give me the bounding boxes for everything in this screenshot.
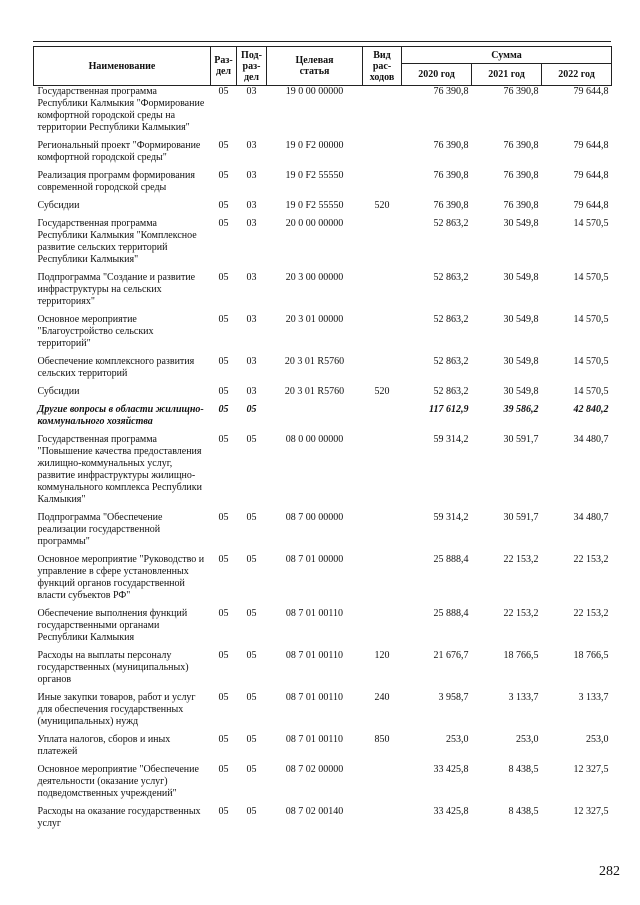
cell-sum-2021: 30 591,7 <box>503 434 539 445</box>
cell-sum-2021: 30 549,8 <box>503 314 539 325</box>
cell-sum-2022: 14 570,5 <box>573 356 609 367</box>
table-row <box>34 806 612 836</box>
table-row <box>34 512 612 554</box>
cell-name: Расходы на выплаты персоналу государственных (муниципальных) органов <box>37 650 189 685</box>
cell-vid <box>363 806 402 836</box>
cell-podrazdel: 05 <box>246 650 257 661</box>
cell-name: Основное мероприятие "Руководство и управление в сфере установленных функций органов государственной власти субъектов РФ" <box>37 554 205 601</box>
cell-sum-2021: 22 153,2 <box>503 608 539 619</box>
cell-sum-2020: 76 390,8 <box>433 170 469 181</box>
cell-vid: 240 <box>374 692 390 703</box>
cell-sum-2022: 79 644,8 <box>573 200 609 211</box>
cell-target: 19 0 F2 55550 <box>285 170 344 181</box>
header-year-2021: 2021 год <box>472 64 542 86</box>
cell-sum-2020: 76 390,8 <box>433 140 469 151</box>
cell-name: Другие вопросы в области жилищно-коммунального хозяйства <box>37 404 204 427</box>
cell-name: Государственная программа Республики Калмыкия "Комплексное развитие сельских территорий Республики Калмыкия" <box>37 218 197 265</box>
cell-target: 08 0 00 00000 <box>285 434 344 445</box>
cell-sum-2020: 21 676,7 <box>433 650 469 661</box>
cell-vid <box>363 86 402 141</box>
table-row <box>34 86 612 141</box>
cell-target <box>267 404 363 434</box>
cell-sum-2020: 59 314,2 <box>433 512 469 523</box>
cell-name: Основное мероприятие "Обеспечение деятельности (оказание услуг) подведомственных учреждений" <box>37 764 199 799</box>
cell-podrazdel: 03 <box>246 170 257 181</box>
cell-name: Обеспечение выполнения функций государственными органами Республики Калмыкия <box>37 608 188 643</box>
cell-target: 08 7 02 00140 <box>285 806 344 817</box>
cell-sum-2022: 18 766,5 <box>573 650 609 661</box>
cell-podrazdel: 05 <box>246 806 257 817</box>
cell-razdel: 05 <box>218 272 229 283</box>
cell-sum-2021: 3 133,7 <box>508 692 539 703</box>
cell-razdel: 05 <box>218 404 229 415</box>
cell-name: Основное мероприятие "Благоустройство сельских территорий" <box>37 314 154 349</box>
table-row <box>34 608 612 650</box>
cell-vid <box>363 608 402 650</box>
cell-sum-2022: 14 570,5 <box>573 218 609 229</box>
cell-sum-2021: 76 390,8 <box>503 200 539 211</box>
table-row <box>34 200 612 218</box>
cell-razdel: 05 <box>218 734 229 745</box>
cell-razdel: 05 <box>218 512 229 523</box>
cell-sum-2021: 30 549,8 <box>503 356 539 367</box>
cell-name: Государственная программа "Повышение качества предоставления жилищно-коммунальных услуг, развитие инфраструктуры жилищно-коммунального комплекса Республики Калмыкия" <box>37 434 202 505</box>
cell-sum-2021: 76 390,8 <box>503 170 539 181</box>
cell-sum-2020: 3 958,7 <box>438 692 469 703</box>
cell-sum-2022: 79 644,8 <box>573 86 609 97</box>
cell-sum-2022: 34 480,7 <box>573 512 609 523</box>
cell-sum-2020: 33 425,8 <box>433 764 469 775</box>
table-row <box>34 140 612 170</box>
page-number: 282 <box>599 864 620 879</box>
cell-target: 08 7 01 00110 <box>285 650 344 661</box>
cell-razdel: 05 <box>218 434 229 445</box>
cell-sum-2021: 76 390,8 <box>503 140 539 151</box>
cell-razdel: 05 <box>218 314 229 325</box>
cell-sum-2020: 52 863,2 <box>433 356 469 367</box>
cell-vid <box>363 434 402 512</box>
header-year-2020: 2020 год <box>402 64 472 86</box>
cell-sum-2022: 14 570,5 <box>573 386 609 397</box>
header-vid <box>363 47 402 86</box>
header-razdel <box>211 47 237 86</box>
table-row <box>34 314 612 356</box>
cell-name: Обеспечение комплексного развития сельских территорий <box>37 356 195 379</box>
cell-sum-2020: 253,0 <box>446 734 469 745</box>
cell-sum-2022: 12 327,5 <box>573 764 609 775</box>
cell-sum-2022: 79 644,8 <box>573 140 609 151</box>
cell-target: 19 0 F2 00000 <box>285 140 344 151</box>
cell-podrazdel: 05 <box>246 512 257 523</box>
cell-sum-2020: 25 888,4 <box>433 608 469 619</box>
cell-razdel: 05 <box>218 170 229 181</box>
cell-target: 20 3 01 R5760 <box>284 386 345 397</box>
cell-podrazdel: 05 <box>246 434 257 445</box>
cell-name: Субсидии <box>37 386 80 397</box>
cell-target: 19 0 00 00000 <box>285 86 344 97</box>
cell-sum-2020: 76 390,8 <box>433 200 469 211</box>
table-row <box>34 650 612 692</box>
cell-sum-2020: 52 863,2 <box>433 386 469 397</box>
cell-razdel: 05 <box>218 386 229 397</box>
cell-sum-2021: 76 390,8 <box>503 86 539 97</box>
cell-razdel: 05 <box>218 140 229 151</box>
cell-target: 20 3 01 00000 <box>285 314 344 325</box>
header-name: Наименование <box>34 47 211 86</box>
table-header <box>34 47 612 86</box>
cell-sum-2021: 8 438,5 <box>508 764 539 775</box>
cell-sum-2022: 14 570,5 <box>573 314 609 325</box>
table-row <box>34 386 612 404</box>
cell-sum-2020: 52 863,2 <box>433 314 469 325</box>
cell-sum-2021: 30 591,7 <box>503 512 539 523</box>
cell-razdel: 05 <box>218 650 229 661</box>
cell-sum-2022: 79 644,8 <box>573 170 609 181</box>
header-podrazdel-label: Под- раз- дел <box>241 49 262 83</box>
cell-sum-2022: 22 153,2 <box>573 608 609 619</box>
cell-razdel: 05 <box>218 692 229 703</box>
cell-target: 08 7 01 00110 <box>285 734 344 745</box>
budget-table <box>33 46 612 836</box>
cell-name: Расходы на оказание государственных услуг <box>37 806 201 829</box>
cell-razdel: 05 <box>218 86 229 97</box>
cell-sum-2021: 253,0 <box>516 734 539 745</box>
cell-razdel: 05 <box>218 554 229 565</box>
table-row <box>34 356 612 386</box>
table-row <box>34 434 612 512</box>
table-body <box>34 86 612 837</box>
cell-razdel: 05 <box>218 218 229 229</box>
table-row <box>34 272 612 314</box>
table-row <box>34 404 612 434</box>
cell-vid: 850 <box>374 734 390 745</box>
cell-sum-2021: 22 153,2 <box>503 554 539 565</box>
header-podrazdel <box>237 47 267 86</box>
budget-sheet <box>33 46 611 836</box>
cell-vid <box>363 218 402 272</box>
cell-vid <box>363 140 402 170</box>
cell-name: Реализация программ формирования современной городской среды <box>37 170 195 193</box>
cell-sum-2020: 52 863,2 <box>433 272 469 283</box>
cell-vid <box>363 554 402 608</box>
cell-sum-2021: 18 766,5 <box>503 650 539 661</box>
header-year-2022: 2022 год <box>542 64 612 86</box>
cell-podrazdel: 05 <box>246 554 257 565</box>
cell-podrazdel: 03 <box>246 314 257 325</box>
cell-podrazdel: 03 <box>246 140 257 151</box>
cell-podrazdel: 03 <box>246 218 257 229</box>
cell-target: 20 0 00 00000 <box>285 218 344 229</box>
header-target <box>267 47 363 86</box>
cell-podrazdel: 05 <box>246 734 257 745</box>
cell-target: 08 7 01 00000 <box>285 554 344 565</box>
table-row <box>34 734 612 764</box>
table-row <box>34 692 612 734</box>
cell-razdel: 05 <box>218 806 229 817</box>
cell-sum-2022: 22 153,2 <box>573 554 609 565</box>
cell-sum-2022: 42 840,2 <box>573 404 609 415</box>
header-vid-label: Вид рас- ходов <box>369 49 395 83</box>
cell-sum-2021: 30 549,8 <box>503 386 539 397</box>
cell-target: 20 3 00 00000 <box>285 272 344 283</box>
cell-sum-2022: 12 327,5 <box>573 806 609 817</box>
cell-razdel: 05 <box>218 764 229 775</box>
cell-name: Государственная программа Республики Калмыкия "Формирование комфортной городской среды на территории Республики Калмыкия" <box>37 86 205 133</box>
cell-razdel: 05 <box>218 356 229 367</box>
cell-vid <box>363 314 402 356</box>
cell-sum-2020: 76 390,8 <box>433 86 469 97</box>
cell-target: 19 0 F2 55550 <box>285 200 344 211</box>
table-row <box>34 764 612 806</box>
cell-sum-2021: 30 549,8 <box>503 272 539 283</box>
cell-sum-2020: 25 888,4 <box>433 554 469 565</box>
cell-vid <box>363 272 402 314</box>
cell-vid <box>363 170 402 200</box>
cell-podrazdel: 03 <box>246 86 257 97</box>
cell-target: 08 7 01 00110 <box>285 608 344 619</box>
cell-vid: 520 <box>374 386 390 397</box>
table-row <box>34 170 612 200</box>
cell-name: Уплата налогов, сборов и иных платежей <box>37 734 171 757</box>
cell-sum-2020: 59 314,2 <box>433 434 469 445</box>
cell-vid: 520 <box>374 200 390 211</box>
cell-sum-2020: 117 612,9 <box>429 404 469 415</box>
cell-razdel: 05 <box>218 608 229 619</box>
cell-podrazdel: 03 <box>246 272 257 283</box>
header-sum: Сумма <box>402 47 612 64</box>
cell-podrazdel: 03 <box>246 200 257 211</box>
cell-vid <box>363 356 402 386</box>
cell-name: Подпрограмма "Создание и развитие инфраструктуры на сельских территориях" <box>37 272 196 307</box>
cell-sum-2022: 14 570,5 <box>573 272 609 283</box>
cell-sum-2021: 8 438,5 <box>508 806 539 817</box>
cell-sum-2022: 3 133,7 <box>578 692 609 703</box>
cell-target: 20 3 01 R5760 <box>284 356 345 367</box>
cell-razdel: 05 <box>218 200 229 211</box>
top-rule <box>33 41 611 42</box>
cell-sum-2021: 30 549,8 <box>503 218 539 229</box>
cell-name: Подпрограмма "Обеспечение реализации государственной программы" <box>37 512 163 547</box>
cell-podrazdel: 05 <box>246 764 257 775</box>
cell-target: 08 7 01 00110 <box>285 692 344 703</box>
cell-sum-2022: 34 480,7 <box>573 434 609 445</box>
cell-podrazdel: 03 <box>246 386 257 397</box>
cell-podrazdel: 05 <box>246 404 257 415</box>
cell-name: Иные закупки товаров, работ и услуг для обеспечения государственных (муниципальных) нужд <box>37 692 196 727</box>
cell-vid: 120 <box>374 650 390 661</box>
cell-name: Региональный проект "Формирование комфортной городской среды" <box>37 140 201 163</box>
cell-vid <box>363 512 402 554</box>
cell-sum-2021: 39 586,2 <box>503 404 539 415</box>
cell-vid <box>363 764 402 806</box>
header-razdel-label: Раз- дел <box>214 55 233 77</box>
cell-podrazdel: 03 <box>246 356 257 367</box>
cell-podrazdel: 05 <box>246 692 257 703</box>
cell-target: 08 7 00 00000 <box>285 512 344 523</box>
header-target-label: Целевая статья <box>295 55 334 77</box>
table-row <box>34 554 612 608</box>
cell-sum-2020: 33 425,8 <box>433 806 469 817</box>
cell-podrazdel: 05 <box>246 608 257 619</box>
cell-target: 08 7 02 00000 <box>285 764 344 775</box>
table-row <box>34 218 612 272</box>
cell-sum-2022: 253,0 <box>586 734 609 745</box>
cell-sum-2020: 52 863,2 <box>433 218 469 229</box>
cell-name: Субсидии <box>37 200 80 211</box>
cell-vid <box>363 404 402 434</box>
